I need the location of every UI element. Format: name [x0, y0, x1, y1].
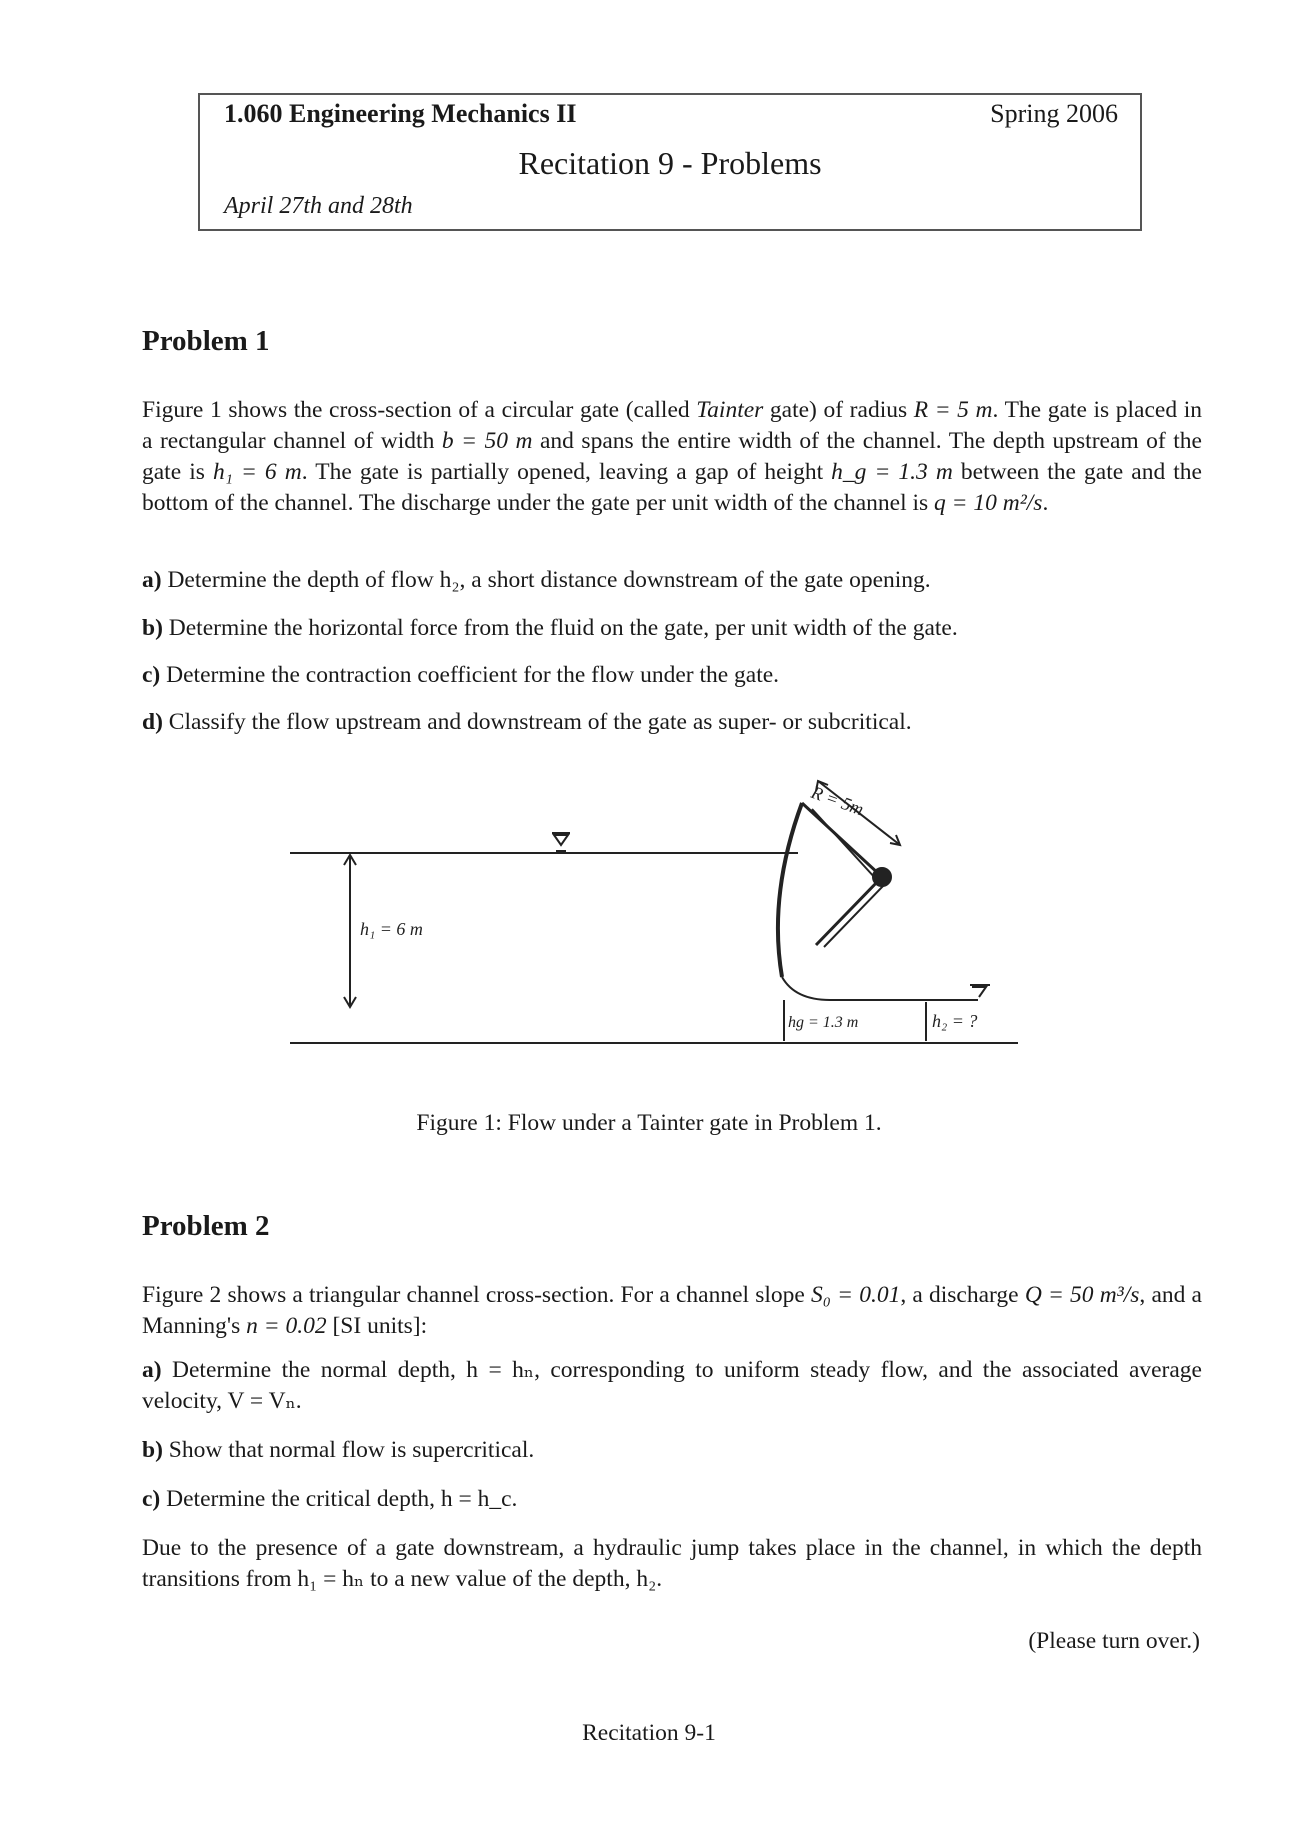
problem1-part-c: [142, 660, 1202, 691]
h1-label: h₁ = 6 m: [360, 919, 423, 939]
text-segment: between the gate and the bottom of the channel. The discharge under the gate per unit width of the channel is: [142, 459, 1202, 516]
h2-label: h₂ = ?: [932, 1011, 978, 1031]
problem2-heading: Problem 2: [142, 1210, 270, 1242]
text-segment: gate) of radius: [763, 397, 914, 423]
figure1-caption: Figure 1: Flow under a Tainter gate in Problem 1.: [416, 1110, 882, 1136]
problem1-part-d: [142, 707, 1202, 738]
recitation-dates: April 27th and 28th: [224, 193, 413, 219]
gate-arc: [778, 803, 802, 977]
problem2-closing: Due to the presence of a gate downstream, a hydraulic jump takes place in the channel, in which the depth transitions from h₁ = hₙ to a new value of the depth, h₂.: [142, 1535, 1202, 1592]
problem2-part-a: [142, 1355, 1202, 1417]
math-segment: h_g = 1.3 m: [831, 459, 953, 485]
text-segment: , a discharge: [900, 1282, 1025, 1308]
downstream-level-triangle-icon: [972, 987, 986, 997]
math-segment: R = 5 m: [913, 397, 993, 423]
math-segment: q = 10 m²/s: [934, 490, 1043, 516]
part-text: Determine the normal depth, h = hₙ, corresponding to uniform steady flow, and the associated average velocity, V = Vₙ.: [142, 1357, 1202, 1414]
text-segment: Figure 1 shows the cross-section of a circular gate (called: [142, 397, 697, 423]
part-text: Determine the horizontal force from the fluid on the gate, per unit width of the gate.: [168, 615, 958, 641]
text-segment: . The gate is partially opened, leaving a gap of height: [301, 459, 832, 485]
gate-arm-lower-hatch: [824, 885, 884, 947]
problem1-part-b: [142, 613, 1202, 644]
part-text: Show that normal flow is supercritical.: [168, 1437, 535, 1463]
text-segment: .: [1042, 490, 1049, 516]
problem2-part-b: [142, 1435, 1202, 1466]
text-segment: , and a Manning's: [142, 1282, 1202, 1339]
part-text: Determine the critical depth, h = h_c.: [166, 1486, 518, 1512]
gate-pivot-icon: [873, 868, 891, 886]
downstream-water-surface: [782, 977, 978, 1000]
part-label: d): [142, 709, 163, 735]
problem2-intro: [142, 1280, 1202, 1342]
course-title: 1.060 Engineering Mechanics II: [224, 99, 577, 128]
math-segment: b = 50 m: [441, 428, 533, 454]
problem2-part-c: [142, 1484, 1202, 1515]
part-label: b): [142, 1437, 163, 1463]
text-segment: [SI units]:: [326, 1313, 428, 1339]
text-segment: Tainter: [696, 397, 764, 423]
math-segment: n = 0.02: [246, 1313, 327, 1339]
part-label: c): [142, 1486, 161, 1512]
header-box: [198, 93, 1142, 231]
part-text: Determine the contraction coefficient for the flow under the gate.: [166, 662, 780, 688]
math-segment: h₁ = 6 m: [212, 459, 302, 485]
text-segment: and spans the entire width of the channel. The depth upstream of the gate is: [142, 428, 1202, 485]
part-label: a): [142, 567, 162, 593]
math-segment: Q = 50 m³/s: [1024, 1282, 1140, 1308]
text-segment: Figure 2 shows a triangular channel cross-section. For a channel slope: [142, 1282, 812, 1308]
turn-over-note: (Please turn over.): [1028, 1628, 1200, 1654]
part-label: a): [142, 1357, 162, 1383]
part-label: b): [142, 615, 163, 641]
page-footer: Recitation 9-1: [582, 1720, 716, 1746]
tainter-gate-figure: [290, 775, 1050, 1045]
radius-label: R = 5m: [808, 781, 867, 820]
math-segment: S₀ = 0.01: [811, 1282, 901, 1308]
recitation-title: Recitation 9 - Problems: [518, 145, 822, 181]
water-level-triangle-icon: [554, 835, 568, 845]
part-text: Classify the flow upstream and downstream of the gate as super- or subcritical.: [168, 709, 912, 735]
problem1-intro: [142, 395, 1202, 519]
hg-label: hg = 1.3 m: [788, 1014, 859, 1031]
part-text: Determine the depth of flow h₂, a short distance downstream of the gate opening.: [167, 567, 931, 593]
term-label: Spring 2006: [990, 99, 1118, 128]
gate-arm-upper: [802, 803, 880, 875]
problem1-part-a: [142, 565, 1202, 596]
gate-arm-lower: [816, 879, 880, 945]
problem1-heading: Problem 1: [142, 325, 270, 357]
part-label: c): [142, 662, 161, 688]
text-segment: . The gate is placed in a rectangular channel of width: [142, 397, 1202, 454]
